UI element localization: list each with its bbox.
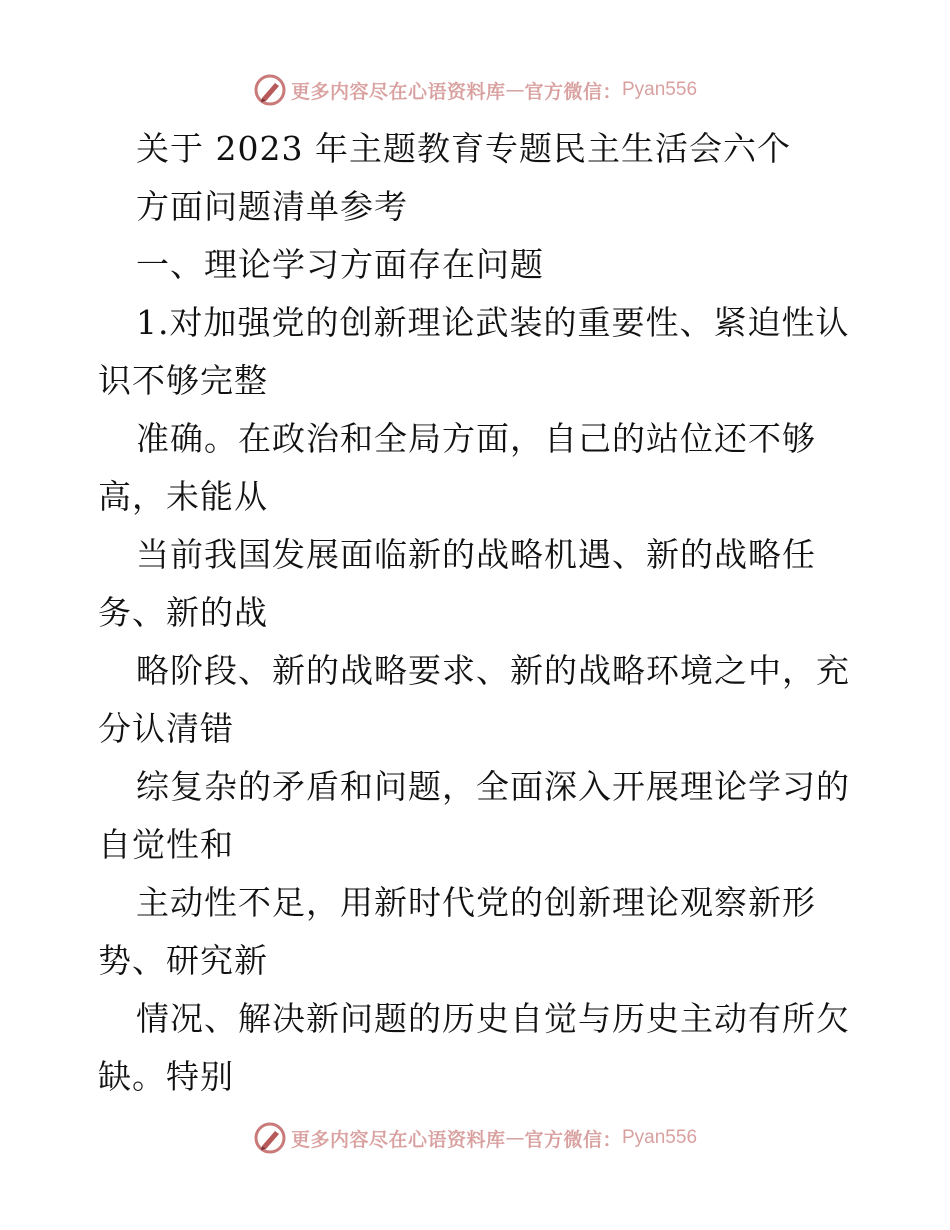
- text-line: 自觉性和: [98, 825, 234, 864]
- text-line: 主动性不足，用新时代党的创新理论观察新形: [136, 883, 816, 922]
- text-line: 缺。特别: [98, 1057, 234, 1096]
- text-line: 准确。在政治和全局方面，自己的站位还不够: [136, 419, 816, 458]
- text-line: 方面问题清单参考: [136, 187, 408, 226]
- text-line: 当前我国发展面临新的战略机遇、新的战略任: [136, 535, 816, 574]
- text-line: 高，未能从: [98, 477, 268, 516]
- text-line: 情况、解决新问题的历史自觉与历史主动有所欠: [136, 999, 850, 1038]
- text-line: 一、理论学习方面存在问题: [136, 245, 544, 284]
- text-line: 势、研究新: [98, 941, 268, 980]
- banner-wechat-id: Pyan556: [622, 79, 698, 100]
- text-line: 识不够完整: [98, 361, 268, 400]
- banner-dash: —: [505, 1127, 525, 1149]
- banner-official: 官方微信：: [524, 1128, 622, 1151]
- banner-text: 更多内容尽在心语资料库: [290, 80, 506, 103]
- banner-wechat-id: Pyan556: [622, 1127, 698, 1148]
- footer-banner: [0, 1118, 950, 1158]
- pen-logo-icon: [253, 1121, 287, 1155]
- header-banner: [0, 70, 950, 110]
- text-line: 务、新的战: [98, 593, 268, 632]
- text-line: 分认清错: [98, 709, 234, 748]
- text-line: 关于 2023 年主题教育专题民主生活会六个: [136, 129, 791, 168]
- banner-official: 官方微信：: [524, 80, 622, 103]
- banner-dash: —: [505, 79, 525, 101]
- text-line: 综复杂的矛盾和问题，全面深入开展理论学习的: [136, 767, 850, 806]
- text-line: 略阶段、新的战略要求、新的战略环境之中，充: [136, 651, 850, 690]
- document-body: [98, 120, 858, 1106]
- pen-logo-icon: [253, 73, 287, 107]
- banner-text: 更多内容尽在心语资料库: [290, 1128, 506, 1151]
- text-line: 1.对加强党的创新理论武装的重要性、紧迫性认: [136, 303, 850, 342]
